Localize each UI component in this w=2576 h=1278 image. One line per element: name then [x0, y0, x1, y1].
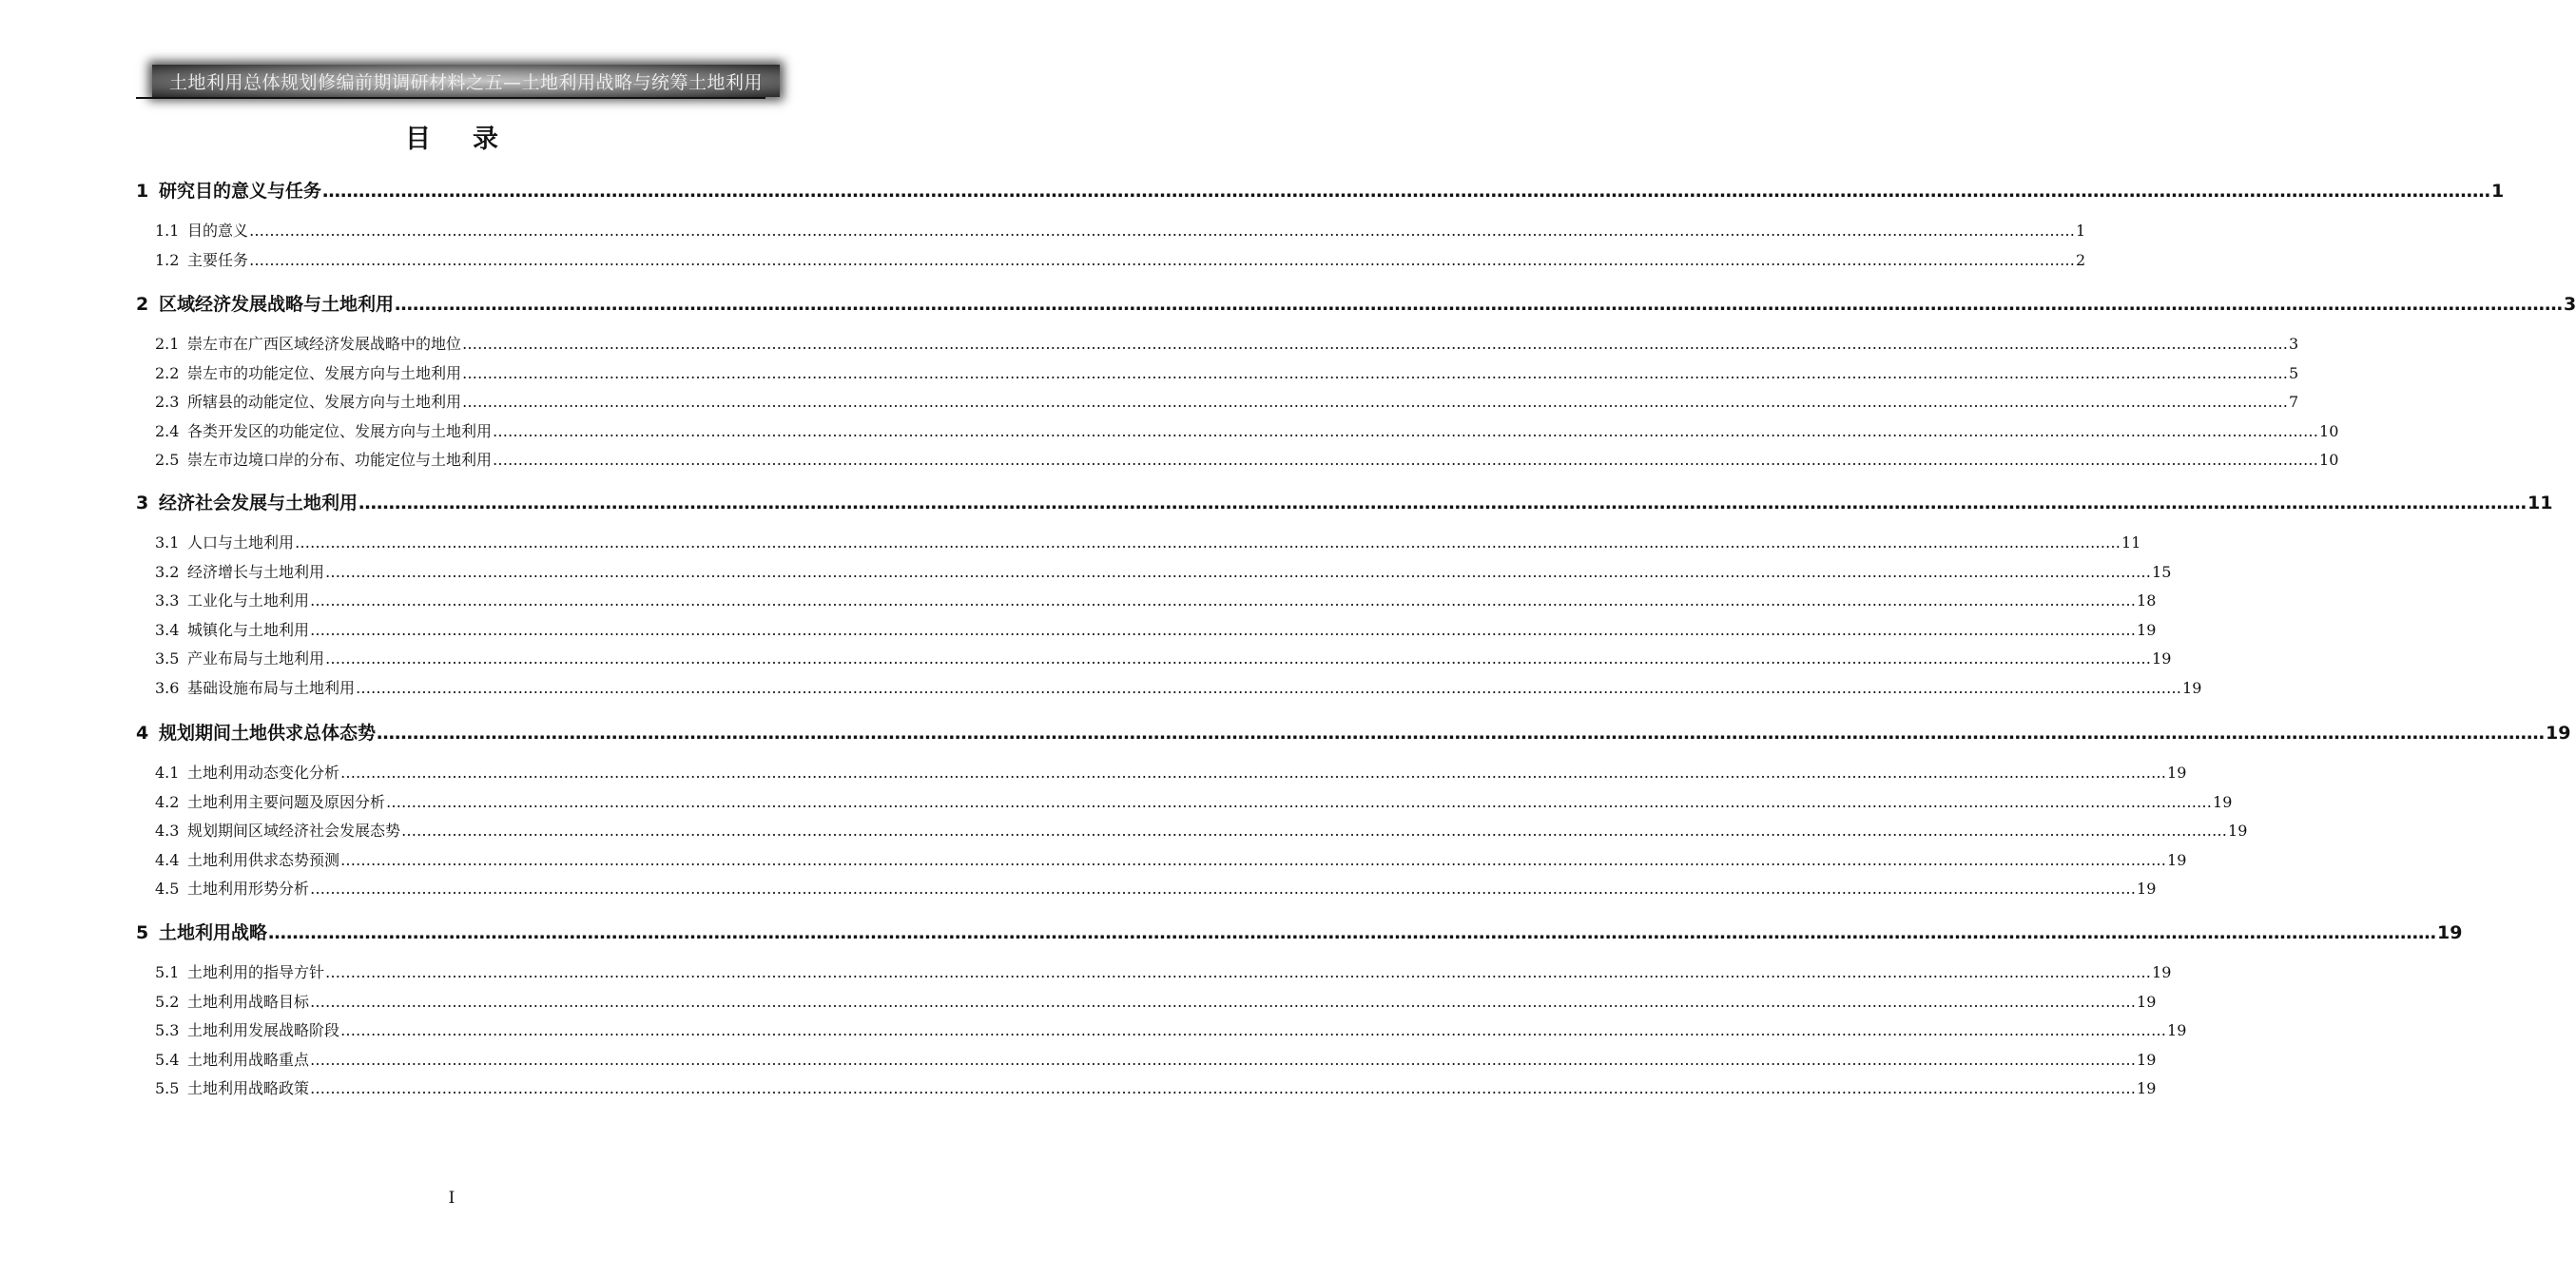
section-title: 土地利用形势分析 — [187, 880, 310, 899]
dot-leader: ……………………………………………………………………………………………………………………………………………………………………………………………………………………………………………………………………………………………………………………………… — [462, 393, 2289, 412]
toc-section-entry[interactable] — [155, 332, 2299, 354]
section-title: 各类开发区的功能定位、发展方向与土地利用 — [187, 421, 493, 440]
section-page-number: 19 — [2167, 850, 2187, 869]
section-title: 崇左市边境口岸的分布、功能定位与土地利用 — [187, 451, 493, 470]
toc-section-entry[interactable] — [155, 848, 2187, 870]
toc-section-entry[interactable] — [155, 647, 2172, 668]
chapter-page-number: 19 — [2546, 723, 2571, 744]
dot-leader: ……………………………………………………………………………………………………………………………………………………………………………………………………………………………………………………………………………………………………………………………… — [325, 963, 2152, 981]
section-title: 主要任务 — [187, 250, 249, 269]
section-number: 4.4 — [155, 850, 180, 869]
section-title: 基础设施布局与土地利用 — [187, 679, 356, 697]
dot-leader: ……………………………………………………………………………………………………………………………………………………………………………………………………………………………………………………………………………………………………………………………… — [310, 1079, 2137, 1098]
section-title: 工业化与土地利用 — [187, 591, 310, 610]
section-page-number: 19 — [2167, 764, 2187, 782]
dot-leader: ……………………………………………………………………………………………………………………………………………………………………………………………………………………………………………………………………………………………………………………………… — [310, 1050, 2137, 1069]
section-number: 4.5 — [155, 880, 180, 899]
dot-leader: ……………………………………………………………………………………………………………………………………………………………………………………………………………………………………………………………………………………………………………………………… — [462, 335, 2289, 353]
toc-section-entry[interactable] — [155, 248, 2086, 270]
section-page-number: 7 — [2289, 393, 2299, 412]
chapter-page-number: 3 — [2564, 294, 2576, 315]
dot-leader: ……………………………………………………………………………………………………………………………………………………………………………………………………………………………………………………………………………………………………………………………… — [249, 222, 2076, 240]
section-page-number: 2 — [2076, 250, 2086, 269]
toc-section-entry[interactable] — [155, 448, 2339, 470]
section-page-number: 10 — [2319, 451, 2339, 470]
section-title: 土地利用的指导方针 — [187, 963, 325, 981]
section-title: 土地利用供求态势预测 — [187, 850, 340, 869]
section-title: 经济增长与土地利用 — [187, 562, 325, 581]
section-title: 目的意义 — [187, 222, 249, 240]
toc-chapter-entry[interactable] — [136, 290, 2576, 316]
section-page-number: 15 — [2152, 562, 2172, 581]
toc-section-entry[interactable] — [155, 1018, 2187, 1040]
section-title: 土地利用主要问题及原因分析 — [187, 792, 386, 811]
section-title: 土地利用战略政策 — [187, 1079, 310, 1098]
chapter-number: 1 — [136, 181, 149, 202]
section-title: 所辖县的动能定位、发展方向与土地利用 — [187, 393, 462, 412]
toc-section-entry[interactable] — [155, 531, 2141, 552]
section-page-number: 18 — [2137, 591, 2157, 610]
dot-leader: ……………………………………………………………………………………………………………………………………………………………………………………………………………………………………………………………………………………………………………………………… — [249, 250, 2076, 269]
dot-leader: ……………………………………………………………………………………………………………………………………………………………………………………………………………………………………………………………………………………………………………………………… — [325, 562, 2152, 581]
toc-section-entry[interactable] — [155, 390, 2299, 412]
chapter-title: 经济社会发展与土地利用 — [159, 493, 358, 513]
toc-chapter-entry[interactable] — [136, 719, 2571, 745]
section-number: 4.3 — [155, 822, 180, 841]
dot-leader: ……………………………………………………………………………………………………………………………………………………………………………………………………………………………………………………………………………………………………………………………… — [295, 533, 2121, 552]
section-title: 土地利用动态变化分析 — [187, 764, 340, 782]
toc-section-entry[interactable] — [155, 790, 2233, 812]
toc-title: 目录 — [405, 125, 540, 154]
toc-chapter-entry[interactable] — [136, 489, 2553, 514]
dot-leader: ……………………………………………………………………………………………………………………………………………………………………………………………………………………………………………………………………………………………………………………………… — [377, 723, 2546, 744]
section-title: 土地利用发展战略阶段 — [187, 1021, 340, 1040]
section-page-number: 19 — [2137, 1050, 2157, 1069]
section-number: 3.3 — [155, 591, 180, 610]
section-title: 人口与土地利用 — [187, 533, 295, 552]
chapter-page-number: 11 — [2528, 493, 2553, 513]
toc-chapter-entry[interactable] — [136, 177, 2505, 203]
section-number: 5.2 — [155, 992, 180, 1011]
dot-leader: ……………………………………………………………………………………………………………………………………………………………………………………………………………………………………………………………………………………………………………………………… — [340, 850, 2167, 869]
section-number: 3.6 — [155, 679, 180, 697]
section-number: 2.4 — [155, 421, 180, 440]
section-page-number: 19 — [2137, 1079, 2157, 1098]
section-page-number: 19 — [2182, 679, 2202, 697]
toc-section-entry[interactable] — [155, 960, 2172, 982]
chapter-number: 2 — [136, 294, 149, 315]
section-title: 崇左市的功能定位、发展方向与土地利用 — [187, 363, 462, 382]
section-number: 2.3 — [155, 393, 180, 412]
section-number: 3.4 — [155, 620, 180, 639]
chapter-number: 5 — [136, 922, 149, 943]
section-number: 3.2 — [155, 562, 180, 581]
header-rule — [136, 97, 765, 99]
dot-leader: ……………………………………………………………………………………………………………………………………………………………………………………………………………………………………………………………………………………………………………………………… — [268, 922, 2437, 943]
section-number: 5.1 — [155, 963, 180, 981]
dot-leader: ……………………………………………………………………………………………………………………………………………………………………………………………………………………………………………………………………………………………………………………………… — [356, 679, 2182, 697]
section-number: 2.5 — [155, 451, 180, 470]
dot-leader: ……………………………………………………………………………………………………………………………………………………………………………………………………………………………………………………………………………………………………………………………… — [310, 620, 2137, 639]
section-page-number: 5 — [2289, 363, 2299, 382]
section-title: 产业布局与土地利用 — [187, 649, 325, 668]
section-title: 崇左市在广西区域经济发展战略中的地位 — [187, 335, 462, 353]
chapter-number: 3 — [136, 493, 149, 513]
section-page-number: 19 — [2167, 1021, 2187, 1040]
dot-leader: ……………………………………………………………………………………………………………………………………………………………………………………………………………………………………………………………………………………………………………………………… — [310, 591, 2137, 610]
toc-section-entry[interactable] — [155, 560, 2172, 582]
toc-section-entry[interactable] — [155, 589, 2157, 610]
section-page-number: 19 — [2152, 963, 2172, 981]
dot-leader: ……………………………………………………………………………………………………………………………………………………………………………………………………………………………………………………………………………………………………………………………… — [462, 363, 2289, 382]
toc-section-entry[interactable] — [155, 618, 2157, 640]
section-page-number: 19 — [2228, 822, 2248, 841]
chapter-page-number: 1 — [2491, 181, 2505, 202]
running-header-title: 土地利用总体规划修编前期调研材料之五—土地利用战略与统筹土地利用 — [168, 72, 763, 93]
section-number: 2.1 — [155, 335, 180, 353]
section-number: 1.1 — [155, 222, 180, 240]
section-number: 5.4 — [155, 1050, 180, 1069]
section-page-number: 19 — [2213, 792, 2233, 811]
toc-section-entry[interactable] — [155, 990, 2157, 1012]
toc-section-entry[interactable] — [155, 761, 2187, 783]
section-number: 3.5 — [155, 649, 180, 668]
dot-leader: ……………………………………………………………………………………………………………………………………………………………………………………………………………………………………………………………………………………………………………………………… — [386, 792, 2213, 811]
dot-leader: ……………………………………………………………………………………………………………………………………………………………………………………………………………………………………………………………………………………………………………………………… — [493, 451, 2319, 470]
dot-leader: ……………………………………………………………………………………………………………………………………………………………………………………………………………………………………………………………………………………………………………………………… — [325, 649, 2152, 668]
section-title: 土地利用战略重点 — [187, 1050, 310, 1069]
toc-section-entry[interactable] — [155, 819, 2248, 841]
section-page-number: 19 — [2152, 649, 2172, 668]
dot-leader: ……………………………………………………………………………………………………………………………………………………………………………………………………………………………………………………………………………………………………………………………… — [401, 822, 2228, 841]
dot-leader: ……………………………………………………………………………………………………………………………………………………………………………………………………………………………………………………………………………………………………………………………… — [358, 493, 2528, 513]
dot-leader: ……………………………………………………………………………………………………………………………………………………………………………………………………………………………………………………………………………………………………………………………… — [310, 880, 2137, 899]
toc-chapter-entry[interactable] — [136, 919, 2463, 944]
toc-section-entry[interactable] — [155, 877, 2157, 899]
toc-section-entry[interactable] — [155, 1076, 2157, 1098]
section-page-number: 11 — [2121, 533, 2141, 552]
toc-section-entry[interactable] — [155, 1048, 2157, 1070]
toc-section-entry[interactable] — [155, 419, 2339, 441]
section-page-number: 19 — [2137, 620, 2157, 639]
dot-leader: ……………………………………………………………………………………………………………………………………………………………………………………………………………………………………………………………………………………………………………………………… — [493, 421, 2319, 440]
section-number: 4.2 — [155, 792, 180, 811]
dot-leader: ……………………………………………………………………………………………………………………………………………………………………………………………………………………………………………………………………………………………………………………………… — [340, 764, 2167, 782]
section-page-number: 10 — [2319, 421, 2339, 440]
section-page-number: 19 — [2137, 992, 2157, 1011]
chapter-page-number: 19 — [2437, 922, 2463, 943]
chapter-title: 土地利用战略 — [159, 922, 268, 943]
dot-leader: ……………………………………………………………………………………………………………………………………………………………………………………………………………………………………………………………………………………………………………………………… — [340, 1021, 2167, 1040]
section-title: 土地利用战略目标 — [187, 992, 310, 1011]
dot-leader: ……………………………………………………………………………………………………………………………………………………………………………………………………………………………………………………………………………………………………………………………… — [395, 294, 2564, 315]
section-title: 规划期间区域经济社会发展态势 — [187, 822, 401, 841]
section-number: 4.1 — [155, 764, 180, 782]
section-page-number: 3 — [2289, 335, 2299, 353]
toc-section-entry[interactable] — [155, 219, 2086, 241]
dot-leader: ……………………………………………………………………………………………………………………………………………………………………………………………………………………………………………………………………………………………………………………………… — [310, 992, 2137, 1011]
toc-section-entry[interactable] — [155, 361, 2299, 383]
dot-leader: ……………………………………………………………………………………………………………………………………………………………………………………………………………………………………………………………………………………………………………………………… — [322, 181, 2491, 202]
toc-section-entry[interactable] — [155, 676, 2202, 698]
section-title: 城镇化与土地利用 — [187, 620, 310, 639]
section-page-number: 19 — [2137, 880, 2157, 899]
section-page-number: 1 — [2076, 222, 2086, 240]
section-number: 5.3 — [155, 1021, 180, 1040]
chapter-number: 4 — [136, 723, 149, 744]
chapter-title: 区域经济发展战略与土地利用 — [159, 294, 395, 315]
chapter-title: 研究目的意义与任务 — [159, 181, 322, 202]
chapter-title: 规划期间土地供求总体态势 — [159, 723, 377, 744]
page-number: I — [448, 1189, 455, 1208]
running-header — [152, 65, 780, 97]
section-number: 1.2 — [155, 250, 180, 269]
section-number: 5.5 — [155, 1079, 180, 1098]
section-number: 3.1 — [155, 533, 180, 552]
section-number: 2.2 — [155, 363, 180, 382]
